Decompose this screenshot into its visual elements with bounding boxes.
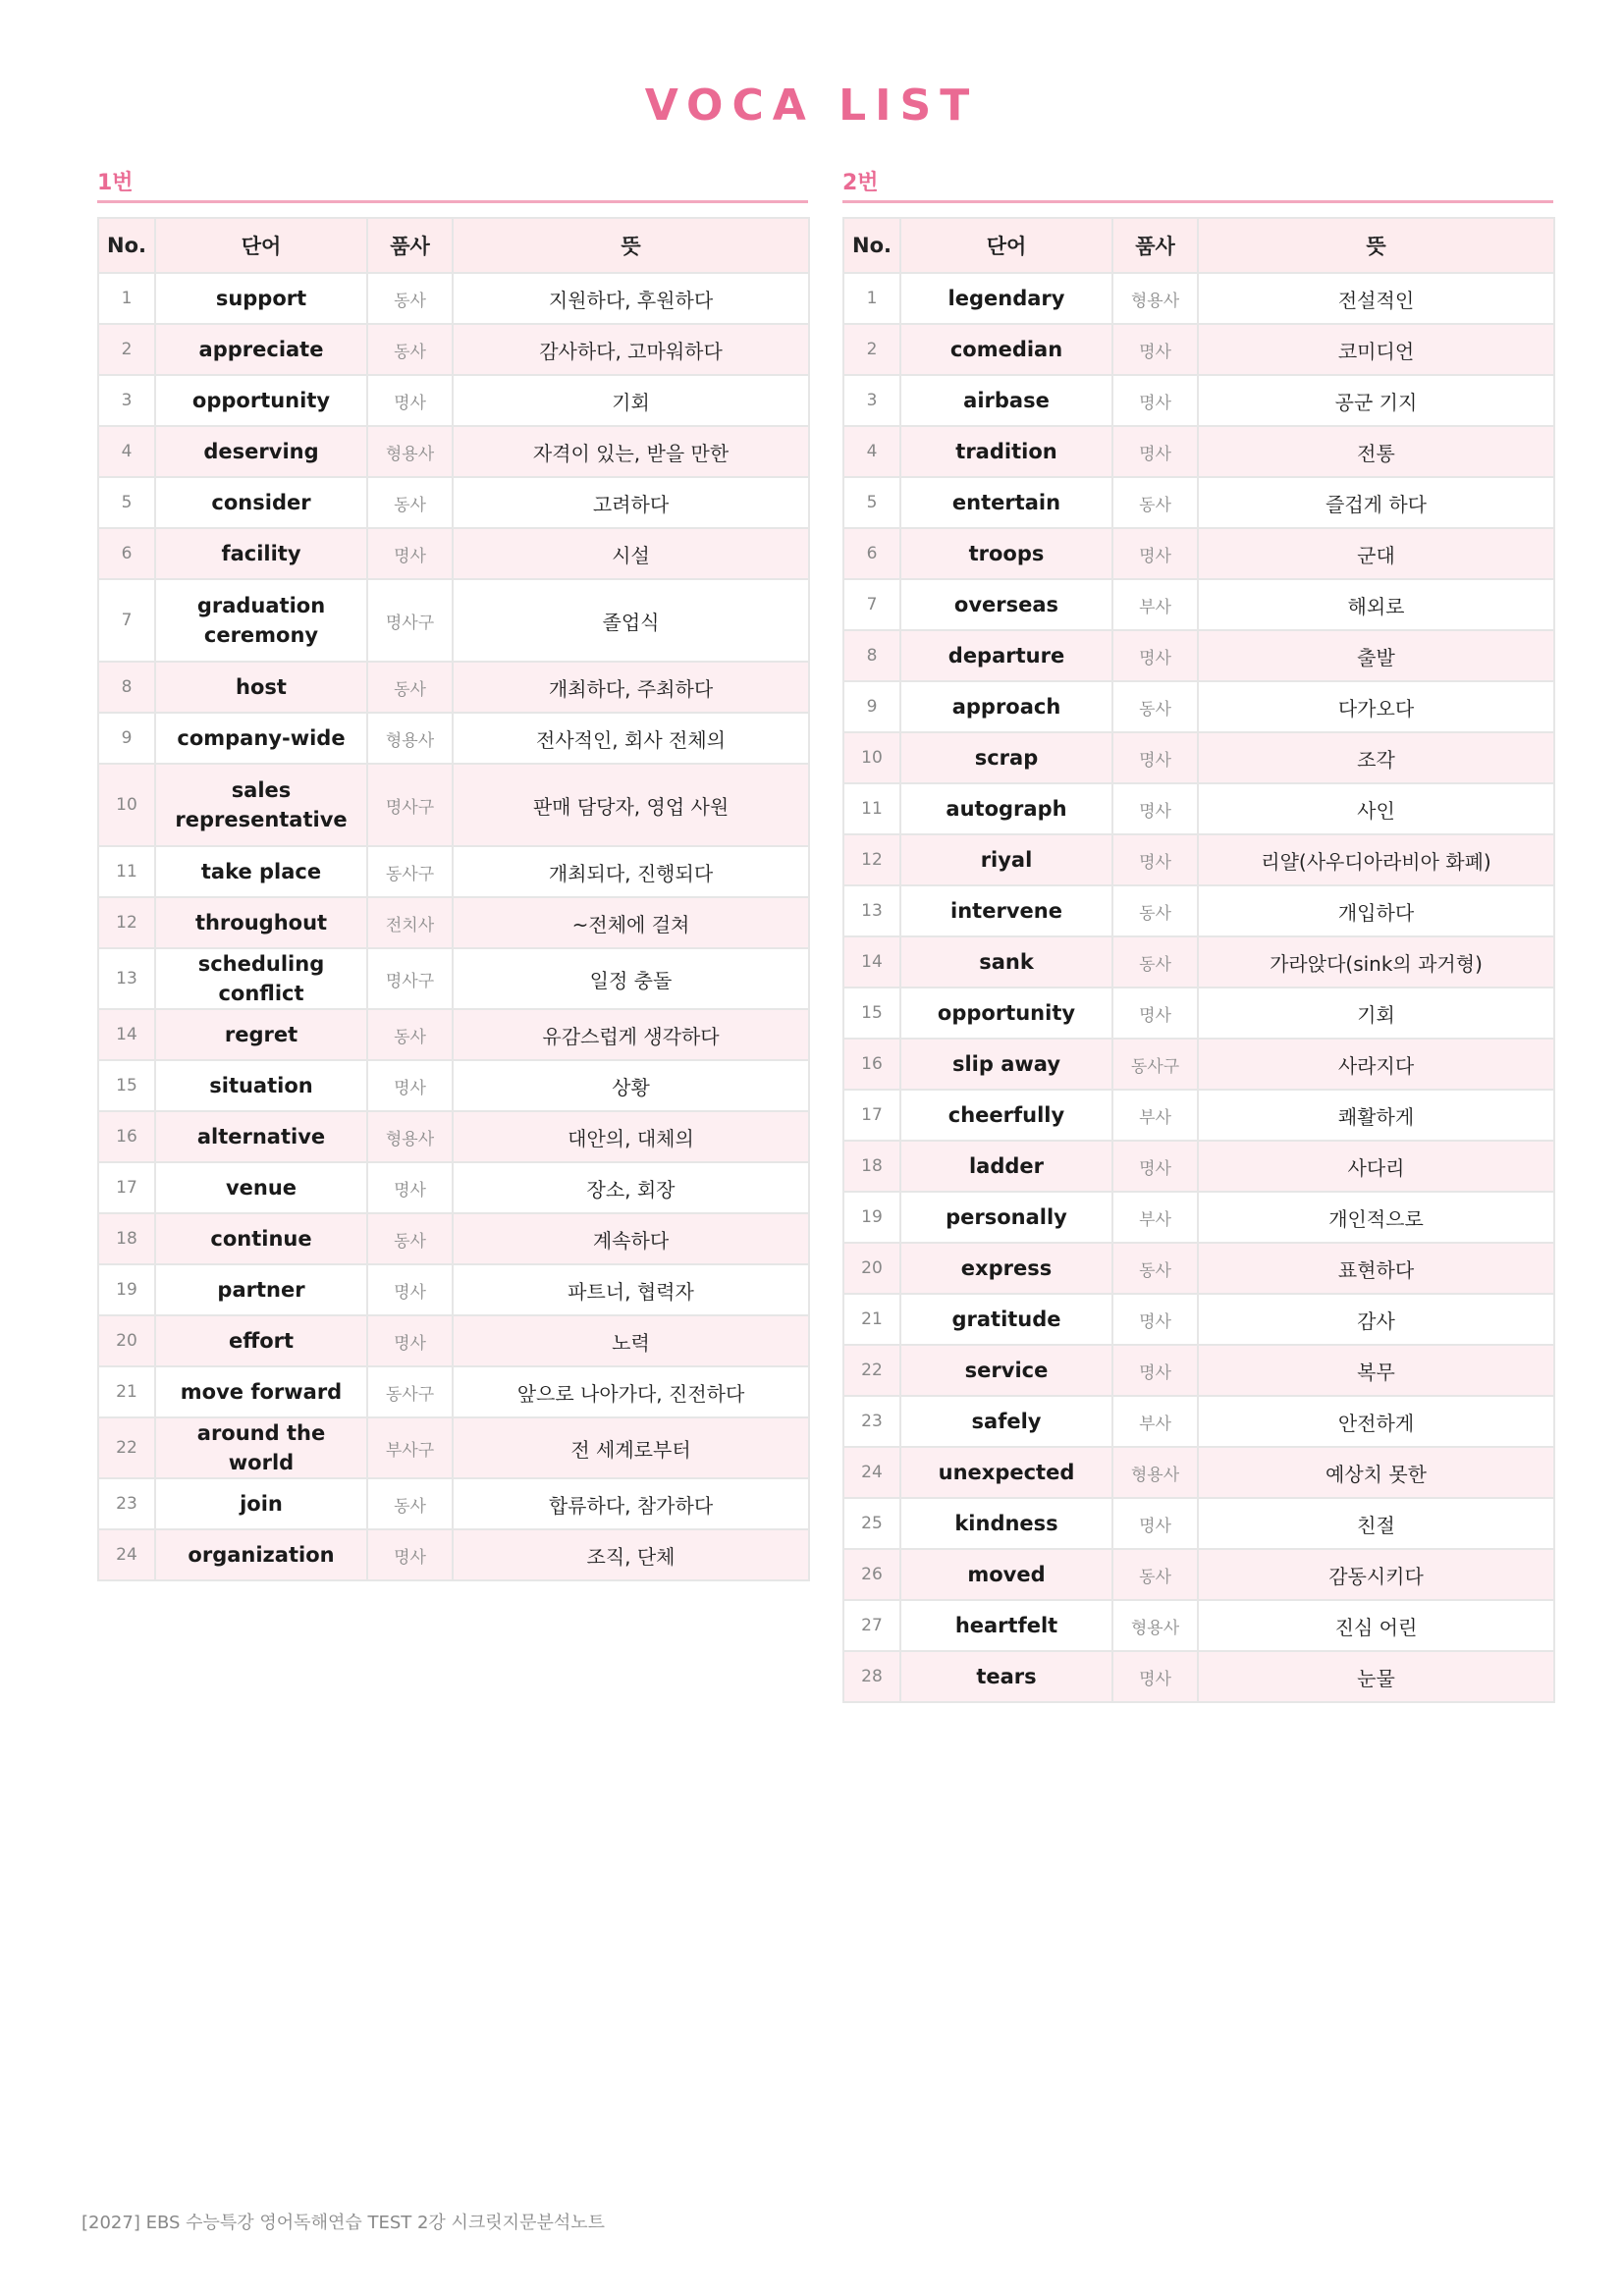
row-word: scheduling conflict <box>155 948 367 1009</box>
header-pos: 품사 <box>1112 218 1198 273</box>
row-number: 7 <box>843 579 900 630</box>
row-number: 10 <box>843 732 900 783</box>
row-part-of-speech: 동사 <box>1112 477 1198 528</box>
row-number: 23 <box>98 1478 155 1529</box>
row-word: partner <box>155 1264 367 1315</box>
row-number: 9 <box>98 713 155 764</box>
row-meaning: 개최되다, 진행되다 <box>453 846 809 897</box>
row-number: 6 <box>98 528 155 579</box>
row-part-of-speech: 형용사 <box>1112 1447 1198 1498</box>
table-row <box>98 1264 809 1315</box>
table-row <box>843 783 1554 834</box>
row-word: graduation ceremony <box>155 579 367 662</box>
row-meaning: 감사하다, 고마워하다 <box>453 324 809 375</box>
row-word: intervene <box>900 885 1112 936</box>
row-meaning: 사인 <box>1198 783 1554 834</box>
header-pos: 품사 <box>367 218 453 273</box>
row-word: support <box>155 273 367 324</box>
table-row <box>98 846 809 897</box>
table-row <box>843 1396 1554 1447</box>
table-row <box>843 834 1554 885</box>
row-meaning: 노력 <box>453 1315 809 1366</box>
row-number: 27 <box>843 1600 900 1651</box>
row-number: 19 <box>98 1264 155 1315</box>
table-header-row <box>98 218 809 273</box>
row-number: 3 <box>843 375 900 426</box>
row-word: gratitude <box>900 1294 1112 1345</box>
row-meaning: 조직, 단체 <box>453 1529 809 1580</box>
section-2 <box>842 167 1553 1703</box>
row-part-of-speech: 명사 <box>1112 375 1198 426</box>
row-word: throughout <box>155 897 367 948</box>
row-part-of-speech: 형용사 <box>367 713 453 764</box>
page-footer: [2027] EBS 수능특강 영어독해연습 TEST 2강 시크릿지문분석노트 <box>81 2213 606 2233</box>
table-row <box>98 1315 809 1366</box>
row-meaning: 전사적인, 회사 전체의 <box>453 713 809 764</box>
row-word: unexpected <box>900 1447 1112 1498</box>
header-meaning: 뜻 <box>453 218 809 273</box>
row-part-of-speech: 명사 <box>1112 426 1198 477</box>
table-row <box>98 528 809 579</box>
header-word: 단어 <box>900 218 1112 273</box>
row-part-of-speech: 명사 <box>1112 988 1198 1039</box>
row-meaning: 군대 <box>1198 528 1554 579</box>
row-part-of-speech: 동사구 <box>1112 1039 1198 1090</box>
row-meaning: 대안의, 대체의 <box>453 1111 809 1162</box>
row-part-of-speech: 동사 <box>1112 1243 1198 1294</box>
table-row <box>98 1009 809 1060</box>
table-row <box>843 1243 1554 1294</box>
row-meaning: 계속하다 <box>453 1213 809 1264</box>
row-word: sank <box>900 936 1112 988</box>
row-part-of-speech: 명사 <box>1112 834 1198 885</box>
row-number: 28 <box>843 1651 900 1702</box>
row-part-of-speech: 명사 <box>1112 1345 1198 1396</box>
header-word: 단어 <box>155 218 367 273</box>
row-number: 11 <box>98 846 155 897</box>
row-word: heartfelt <box>900 1600 1112 1651</box>
row-part-of-speech: 동사 <box>1112 1549 1198 1600</box>
row-number: 13 <box>98 948 155 1009</box>
row-number: 17 <box>98 1162 155 1213</box>
row-word: departure <box>900 630 1112 681</box>
row-number: 14 <box>98 1009 155 1060</box>
table-row <box>98 897 809 948</box>
row-word: tradition <box>900 426 1112 477</box>
row-meaning: ~전체에 걸쳐 <box>453 897 809 948</box>
row-number: 26 <box>843 1549 900 1600</box>
row-word: opportunity <box>900 988 1112 1039</box>
row-part-of-speech: 동사구 <box>367 1366 453 1417</box>
row-part-of-speech: 동사 <box>367 662 453 713</box>
section-1 <box>97 167 808 1581</box>
table-row <box>843 681 1554 732</box>
row-number: 20 <box>98 1315 155 1366</box>
row-number: 8 <box>843 630 900 681</box>
row-meaning: 사라지다 <box>1198 1039 1554 1090</box>
row-word: host <box>155 662 367 713</box>
table-header-row <box>843 218 1554 273</box>
header-meaning: 뜻 <box>1198 218 1554 273</box>
row-number: 16 <box>98 1111 155 1162</box>
section-title: 2번 <box>842 171 879 195</box>
row-number: 24 <box>843 1447 900 1498</box>
row-word: troops <box>900 528 1112 579</box>
row-number: 22 <box>98 1417 155 1478</box>
row-number: 4 <box>843 426 900 477</box>
row-number: 17 <box>843 1090 900 1141</box>
row-meaning: 전 세계로부터 <box>453 1417 809 1478</box>
table-row <box>843 324 1554 375</box>
row-word: ladder <box>900 1141 1112 1192</box>
row-word: organization <box>155 1529 367 1580</box>
row-word: scrap <box>900 732 1112 783</box>
row-part-of-speech: 명사 <box>1112 783 1198 834</box>
row-part-of-speech: 명사 <box>367 1529 453 1580</box>
row-word: comedian <box>900 324 1112 375</box>
row-meaning: 합류하다, 참가하다 <box>453 1478 809 1529</box>
table-row <box>843 273 1554 324</box>
row-meaning: 예상치 못한 <box>1198 1447 1554 1498</box>
row-number: 21 <box>98 1366 155 1417</box>
row-meaning: 앞으로 나아가다, 진전하다 <box>453 1366 809 1417</box>
row-part-of-speech: 명사 <box>367 1264 453 1315</box>
table-row <box>98 1366 809 1417</box>
row-part-of-speech: 명사 <box>1112 630 1198 681</box>
row-word: alternative <box>155 1111 367 1162</box>
row-number: 1 <box>843 273 900 324</box>
row-meaning: 전통 <box>1198 426 1554 477</box>
table-row <box>98 1060 809 1111</box>
row-meaning: 다가오다 <box>1198 681 1554 732</box>
table-row <box>98 662 809 713</box>
row-part-of-speech: 형용사 <box>1112 273 1198 324</box>
table-row <box>98 948 809 1009</box>
row-meaning: 감동시키다 <box>1198 1549 1554 1600</box>
row-number: 18 <box>98 1213 155 1264</box>
row-part-of-speech: 명사 <box>1112 1294 1198 1345</box>
page-title: VOCA LIST <box>644 80 979 131</box>
row-meaning: 고려하다 <box>453 477 809 528</box>
row-meaning: 친절 <box>1198 1498 1554 1549</box>
row-meaning: 졸업식 <box>453 579 809 662</box>
row-meaning: 기회 <box>453 375 809 426</box>
row-word: around the world <box>155 1417 367 1478</box>
row-part-of-speech: 명사 <box>1112 1651 1198 1702</box>
row-part-of-speech: 명사 <box>367 1162 453 1213</box>
table-row <box>843 732 1554 783</box>
row-number: 15 <box>98 1060 155 1111</box>
row-number: 10 <box>98 764 155 846</box>
row-word: kindness <box>900 1498 1112 1549</box>
row-part-of-speech: 동사 <box>367 477 453 528</box>
row-word: airbase <box>900 375 1112 426</box>
row-part-of-speech: 명사구 <box>367 579 453 662</box>
row-part-of-speech: 부사구 <box>367 1417 453 1478</box>
row-number: 5 <box>843 477 900 528</box>
row-meaning: 쾌활하게 <box>1198 1090 1554 1141</box>
row-word: safely <box>900 1396 1112 1447</box>
row-word: venue <box>155 1162 367 1213</box>
row-part-of-speech: 동사구 <box>367 846 453 897</box>
table-row <box>843 1600 1554 1651</box>
row-word: consider <box>155 477 367 528</box>
row-word: effort <box>155 1315 367 1366</box>
table-row <box>843 936 1554 988</box>
row-meaning: 개입하다 <box>1198 885 1554 936</box>
table-row <box>843 1345 1554 1396</box>
table-row <box>843 1090 1554 1141</box>
row-part-of-speech: 전치사 <box>367 897 453 948</box>
row-word: appreciate <box>155 324 367 375</box>
row-number: 6 <box>843 528 900 579</box>
row-number: 2 <box>843 324 900 375</box>
row-meaning: 개인적으로 <box>1198 1192 1554 1243</box>
table-row <box>843 988 1554 1039</box>
row-meaning: 안전하게 <box>1198 1396 1554 1447</box>
row-part-of-speech: 동사 <box>367 273 453 324</box>
row-number: 1 <box>98 273 155 324</box>
row-part-of-speech: 부사 <box>1112 1192 1198 1243</box>
row-meaning: 조각 <box>1198 732 1554 783</box>
row-number: 2 <box>98 324 155 375</box>
row-word: company-wide <box>155 713 367 764</box>
row-number: 12 <box>843 834 900 885</box>
table-row <box>98 1417 809 1478</box>
row-number: 12 <box>98 897 155 948</box>
row-number: 25 <box>843 1498 900 1549</box>
header-no: No. <box>98 218 155 273</box>
row-number: 16 <box>843 1039 900 1090</box>
header-no: No. <box>843 218 900 273</box>
row-meaning: 복무 <box>1198 1345 1554 1396</box>
row-part-of-speech: 명사 <box>1112 732 1198 783</box>
row-number: 15 <box>843 988 900 1039</box>
row-word: situation <box>155 1060 367 1111</box>
row-word: moved <box>900 1549 1112 1600</box>
row-part-of-speech: 동사 <box>367 1213 453 1264</box>
row-word: legendary <box>900 273 1112 324</box>
row-meaning: 시설 <box>453 528 809 579</box>
row-number: 20 <box>843 1243 900 1294</box>
table-row <box>843 375 1554 426</box>
row-number: 21 <box>843 1294 900 1345</box>
table-row <box>843 528 1554 579</box>
row-meaning: 자격이 있는, 받을 만한 <box>453 426 809 477</box>
row-word: entertain <box>900 477 1112 528</box>
row-meaning: 판매 담당자, 영업 사원 <box>453 764 809 846</box>
table-row <box>98 426 809 477</box>
table-body <box>98 273 809 1580</box>
section-divider <box>842 200 1553 203</box>
table-row <box>98 1529 809 1580</box>
table-row <box>98 324 809 375</box>
row-meaning: 파트너, 협력자 <box>453 1264 809 1315</box>
row-word: tears <box>900 1651 1112 1702</box>
row-word: personally <box>900 1192 1112 1243</box>
row-number: 13 <box>843 885 900 936</box>
row-part-of-speech: 명사구 <box>367 948 453 1009</box>
row-part-of-speech: 형용사 <box>367 426 453 477</box>
table-row <box>843 1447 1554 1498</box>
row-number: 14 <box>843 936 900 988</box>
section-title: 1번 <box>97 171 134 195</box>
table-row <box>98 1162 809 1213</box>
row-number: 23 <box>843 1396 900 1447</box>
row-meaning: 해외로 <box>1198 579 1554 630</box>
row-number: 7 <box>98 579 155 662</box>
row-meaning: 일정 충돌 <box>453 948 809 1009</box>
row-number: 22 <box>843 1345 900 1396</box>
table-body <box>843 273 1554 1702</box>
row-meaning: 출발 <box>1198 630 1554 681</box>
row-part-of-speech: 명사구 <box>367 764 453 846</box>
row-part-of-speech: 명사 <box>367 528 453 579</box>
row-part-of-speech: 명사 <box>367 1315 453 1366</box>
row-meaning: 즐겁게 하다 <box>1198 477 1554 528</box>
row-number: 11 <box>843 783 900 834</box>
row-word: express <box>900 1243 1112 1294</box>
row-part-of-speech: 명사 <box>1112 1141 1198 1192</box>
row-word: overseas <box>900 579 1112 630</box>
row-word: facility <box>155 528 367 579</box>
table-row <box>843 885 1554 936</box>
row-part-of-speech: 부사 <box>1112 579 1198 630</box>
row-part-of-speech: 부사 <box>1112 1396 1198 1447</box>
row-meaning: 상황 <box>453 1060 809 1111</box>
table-row <box>98 1478 809 1529</box>
row-meaning: 지원하다, 후원하다 <box>453 273 809 324</box>
row-part-of-speech: 동사 <box>367 1009 453 1060</box>
row-meaning: 장소, 회장 <box>453 1162 809 1213</box>
table-row <box>843 630 1554 681</box>
row-word: continue <box>155 1213 367 1264</box>
row-part-of-speech: 명사 <box>367 375 453 426</box>
table-row <box>98 764 809 846</box>
row-part-of-speech: 부사 <box>1112 1090 1198 1141</box>
row-word: approach <box>900 681 1112 732</box>
table-row <box>98 477 809 528</box>
row-number: 24 <box>98 1529 155 1580</box>
row-meaning: 감사 <box>1198 1294 1554 1345</box>
row-meaning: 표현하다 <box>1198 1243 1554 1294</box>
row-number: 8 <box>98 662 155 713</box>
row-word: service <box>900 1345 1112 1396</box>
row-word: autograph <box>900 783 1112 834</box>
row-meaning: 전설적인 <box>1198 273 1554 324</box>
voca-table-1 <box>97 217 810 1581</box>
row-word: move forward <box>155 1366 367 1417</box>
row-word: regret <box>155 1009 367 1060</box>
row-word: take place <box>155 846 367 897</box>
row-part-of-speech: 명사 <box>1112 528 1198 579</box>
row-part-of-speech: 동사 <box>367 1478 453 1529</box>
row-word: join <box>155 1478 367 1529</box>
row-part-of-speech: 동사 <box>1112 885 1198 936</box>
row-number: 9 <box>843 681 900 732</box>
row-meaning: 눈물 <box>1198 1651 1554 1702</box>
row-word: cheerfully <box>900 1090 1112 1141</box>
table-row <box>843 1141 1554 1192</box>
table-row <box>843 1192 1554 1243</box>
row-number: 19 <box>843 1192 900 1243</box>
table-row <box>98 1213 809 1264</box>
row-part-of-speech: 형용사 <box>1112 1600 1198 1651</box>
row-part-of-speech: 명사 <box>367 1060 453 1111</box>
section-divider <box>97 200 808 203</box>
row-word: slip away <box>900 1039 1112 1090</box>
table-row <box>843 477 1554 528</box>
table-row <box>98 1111 809 1162</box>
row-meaning: 리얄(사우디아라비아 화폐) <box>1198 834 1554 885</box>
row-part-of-speech: 형용사 <box>367 1111 453 1162</box>
voca-table-2 <box>842 217 1555 1703</box>
row-meaning: 코미디언 <box>1198 324 1554 375</box>
row-meaning: 진심 어린 <box>1198 1600 1554 1651</box>
row-part-of-speech: 동사 <box>367 324 453 375</box>
table-row <box>843 1498 1554 1549</box>
table-row <box>843 1651 1554 1702</box>
row-part-of-speech: 명사 <box>1112 324 1198 375</box>
row-number: 5 <box>98 477 155 528</box>
row-meaning: 사다리 <box>1198 1141 1554 1192</box>
table-row <box>98 375 809 426</box>
table-row <box>98 273 809 324</box>
row-number: 3 <box>98 375 155 426</box>
row-number: 18 <box>843 1141 900 1192</box>
table-row <box>843 579 1554 630</box>
row-word: opportunity <box>155 375 367 426</box>
row-meaning: 기회 <box>1198 988 1554 1039</box>
table-row <box>843 426 1554 477</box>
row-word: riyal <box>900 834 1112 885</box>
row-meaning: 가라앉다(sink의 과거형) <box>1198 936 1554 988</box>
row-word: sales representative <box>155 764 367 846</box>
row-meaning: 공군 기지 <box>1198 375 1554 426</box>
row-meaning: 개최하다, 주최하다 <box>453 662 809 713</box>
row-part-of-speech: 명사 <box>1112 1498 1198 1549</box>
table-row <box>843 1039 1554 1090</box>
table-row <box>843 1549 1554 1600</box>
row-word: deserving <box>155 426 367 477</box>
table-row <box>98 713 809 764</box>
row-part-of-speech: 동사 <box>1112 681 1198 732</box>
table-row <box>98 579 809 662</box>
row-part-of-speech: 동사 <box>1112 936 1198 988</box>
row-meaning: 유감스럽게 생각하다 <box>453 1009 809 1060</box>
table-row <box>843 1294 1554 1345</box>
row-number: 4 <box>98 426 155 477</box>
